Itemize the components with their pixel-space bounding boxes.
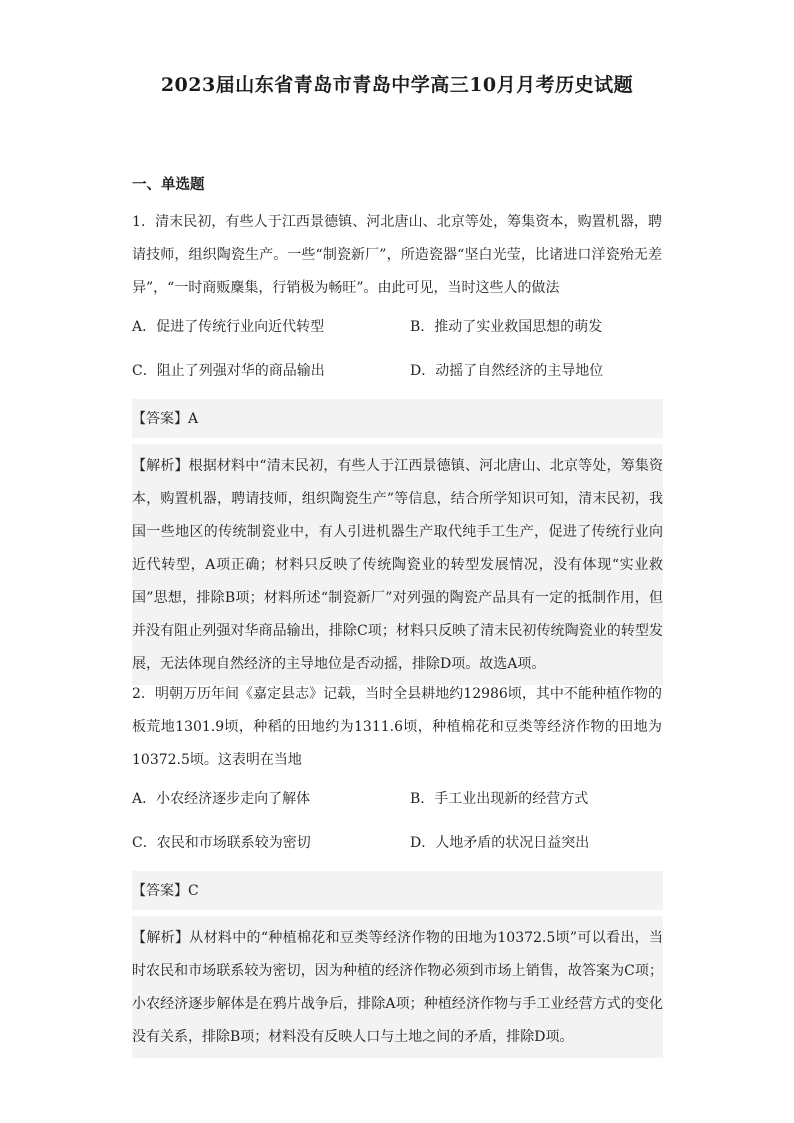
question-1-option-d: D．动摇了自然经济的主导地位 bbox=[410, 363, 604, 379]
question-1-analysis: 【解析】根据材料中“清末民初，有些人于江西景德镇、河北唐山、北京等处，筹集资本，购置机器，聘请技师，组织陶瓷生产”等信息，结合所学知识可知，清末民初，我国一些地区的传统制瓷业中，有人引进机器生产取代纯手工生产，促进了传统行业向近代转型，A项正确；材料只反映了传统陶瓷业的转型发展情况，没有体现“实业救国”思想，排除B项；材料所述“制瓷新厂”对列强的陶瓷产品具有一定的抵制作用，但并没有阻止列强对华商品输出，排除C项；材料只反映了清末民初传统陶瓷业的转型发展，无法体现自然经济的主导地位是否动摇，排除D项。故选A项。 bbox=[132, 444, 663, 685]
question-2-option-b: B．手工业出现新的经营方式 bbox=[410, 791, 589, 807]
question-2-stem: 2．明朝万历年间《嘉定县志》记载，当时全县耕地约12986顷，其中不能种植作物的板荒地1301.9顷，种稻的田地约为1311.6顷，种植棉花和豆类等经济作物的田地为10372.5顷。这表明在当地 bbox=[132, 686, 662, 768]
question-2-answer: 【答案】C bbox=[132, 871, 663, 910]
question-2-option-d: D．人地矛盾的状况日益突出 bbox=[410, 835, 590, 851]
question-1-option-c: C．阻止了列强对华的商品输出 bbox=[132, 363, 325, 379]
question-1-option-a: A．促进了传统行业向近代转型 bbox=[132, 319, 325, 335]
question-1-options-row-2 bbox=[132, 349, 662, 393]
question-1-answer: 【答案】A bbox=[132, 399, 663, 438]
question-1-option-b: B．推动了实业救国思想的萌发 bbox=[410, 319, 603, 335]
question-1-options-row-1 bbox=[132, 305, 662, 349]
question-2-options-row-2 bbox=[132, 821, 662, 865]
question-2-option-a: A．小农经济逐步走向了解体 bbox=[132, 791, 311, 807]
question-2-analysis: 【解析】从材料中的“种植棉花和豆类等经济作物的田地为10372.5顷”可以看出，当时农民和市场联系较为密切，因为种植的经济作物必须到市场上销售，故答案为C项；小农经济逐步解体是在鸦片战争后，排除A项；种植经济作物与手工业经营方式的变化没有关系，排除B项；材料没有反映人口与土地之间的矛盾，排除D项。 bbox=[132, 916, 663, 1058]
question-2 bbox=[132, 678, 662, 1058]
section-heading: 一、单选题 bbox=[132, 176, 205, 193]
question-2-options-row-1 bbox=[132, 777, 662, 821]
question-1 bbox=[132, 206, 662, 685]
question-1-stem: 1．清末民初，有些人于江西景德镇、河北唐山、北京等处，筹集资本，购置机器，聘请技师，组织陶瓷生产。一些“制瓷新厂”，所造瓷器“坚白光莹，比诸进口洋瓷殆无差异”，“一时商贩麇集，行销极为畅旺”。由此可见，当时这些人的做法 bbox=[132, 214, 662, 296]
document-title: 2023届山东省青岛市青岛中学高三10月月考历史试题 bbox=[160, 74, 634, 96]
question-2-option-c: C．农民和市场联系较为密切 bbox=[132, 835, 311, 851]
